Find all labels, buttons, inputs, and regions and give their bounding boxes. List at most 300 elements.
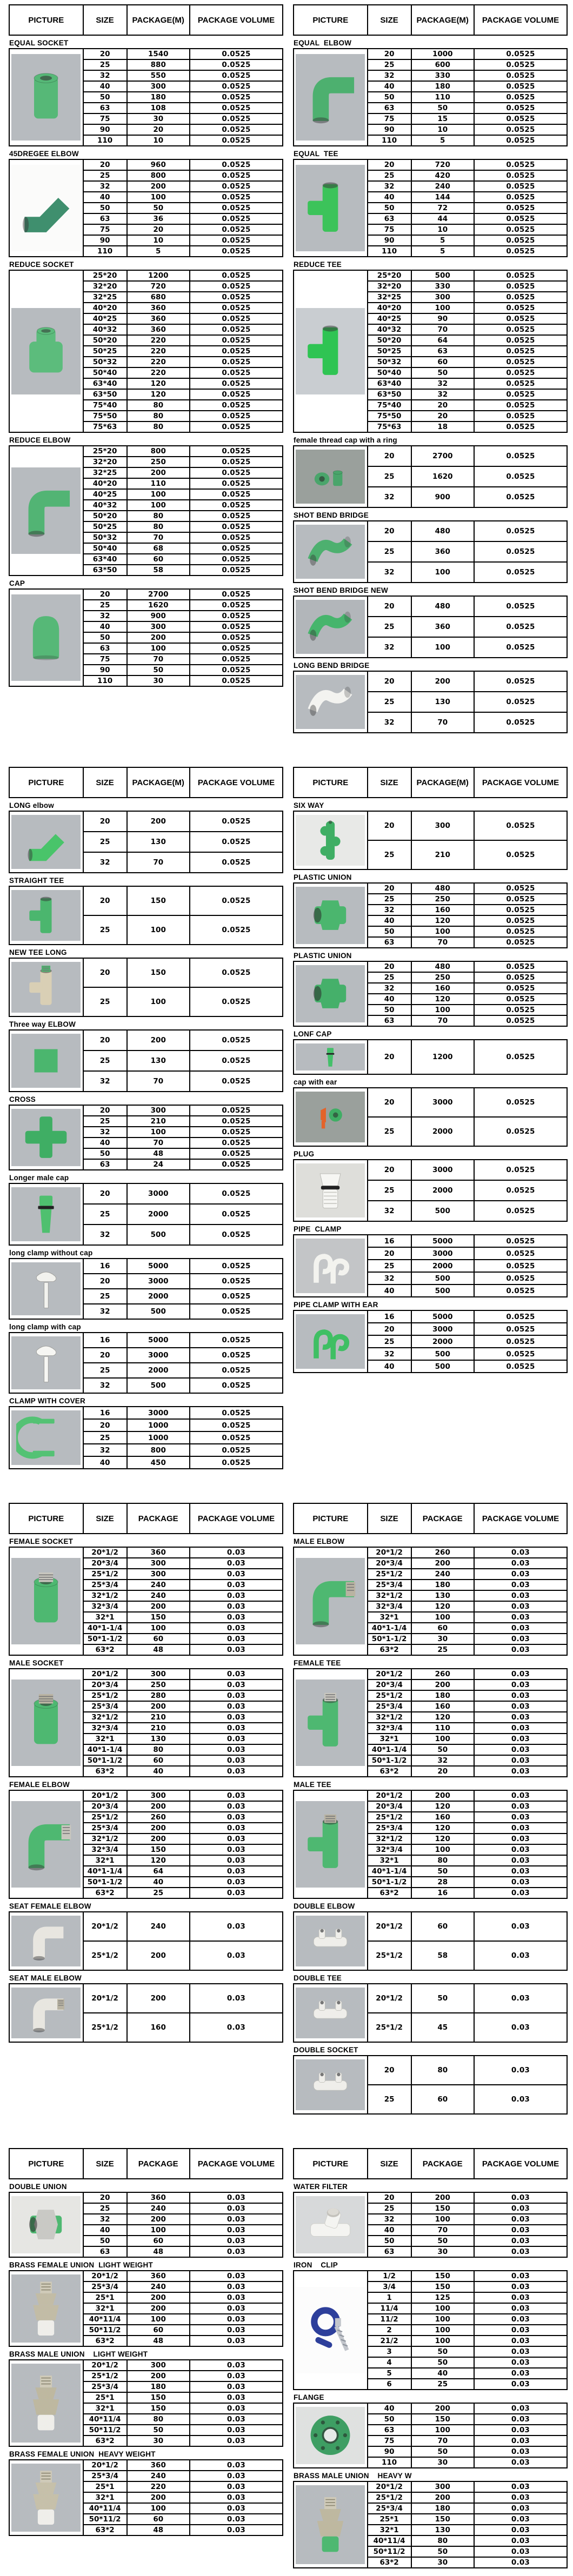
package-cell: 200: [127, 1801, 190, 1812]
size-cell: 32: [368, 181, 411, 192]
volume-cell: 0.03: [474, 1634, 567, 1644]
volume-cell: 0.03: [190, 2203, 283, 2214]
package-cell: 25: [411, 2379, 474, 2390]
volume-cell: 0.03: [474, 1744, 567, 1755]
volume-cell: 0.0525: [190, 1030, 283, 1051]
size-cell: 25*3/4: [83, 1701, 127, 1712]
package-cell: 120: [411, 994, 474, 1005]
product-table: [9, 1258, 283, 1320]
size-cell: 32*3/4: [368, 1723, 411, 1734]
package-cell: 150: [411, 2281, 474, 2292]
package-cell: 220: [127, 367, 190, 378]
size-cell: 20*3/4: [368, 1801, 411, 1812]
size-cell: 63: [368, 937, 411, 948]
package-cell: 800: [127, 1444, 190, 1456]
volume-cell: 0.03: [190, 2514, 283, 2525]
package-cell: 360: [127, 313, 190, 324]
size-cell: 20: [83, 589, 127, 600]
package-cell: 360: [127, 2460, 190, 2471]
volume-cell: 0.03: [190, 1590, 283, 1601]
size-cell: 32: [83, 70, 127, 81]
volume-cell: 0.0525: [190, 203, 283, 213]
size-cell: 25: [368, 466, 411, 487]
package-cell: 60: [411, 1912, 474, 1941]
table-row: [294, 521, 567, 541]
volume-cell: 0.0525: [190, 1363, 283, 1378]
section-title: EQUAL TEE: [294, 150, 338, 158]
product-table: [293, 961, 568, 1027]
volume-cell: 0.03: [474, 1644, 567, 1655]
section-title: PLUG: [294, 1150, 315, 1158]
volume-cell: 0.03: [474, 2492, 567, 2503]
size-cell: 25: [368, 541, 411, 562]
section-title: SHOT BEND BRIDGE NEW: [294, 586, 389, 594]
product-table: [293, 2481, 568, 2568]
volume-cell: 0.03: [190, 1601, 283, 1612]
package-cell: 40: [411, 2368, 474, 2379]
size-cell: 63*2: [83, 1888, 127, 1898]
volume-cell: 0.0525: [190, 521, 283, 532]
package-cell: 260: [411, 1669, 474, 1680]
size-cell: 11/2: [368, 2314, 411, 2325]
header-cell: PICTURE: [9, 2149, 83, 2179]
volume-cell: 0.0525: [474, 894, 567, 905]
package-cell: 200: [127, 2371, 190, 2381]
header-cell: SIZE: [83, 1503, 127, 1534]
volume-cell: 0.03: [190, 1844, 283, 1855]
package-cell: 5000: [127, 1259, 190, 1274]
size-cell: 63*40: [83, 378, 127, 389]
picture-cell: [294, 49, 368, 146]
package-cell: 2700: [411, 446, 474, 466]
table-row: [9, 811, 283, 832]
header-cell: PACKAGE: [127, 2149, 190, 2179]
size-cell: 50*1-1/2: [83, 1755, 127, 1766]
size-cell: 50*20: [368, 335, 411, 346]
package-cell: 70: [127, 1071, 190, 1092]
volume-cell: 0.0525: [190, 543, 283, 554]
size-cell: 32: [368, 2214, 411, 2225]
package-cell: 500: [411, 1201, 474, 1221]
volume-cell: 0.0525: [474, 937, 567, 948]
size-cell: 20*3/4: [83, 1680, 127, 1690]
size-cell: 40*25: [368, 313, 411, 324]
size-cell: 63: [368, 1015, 411, 1026]
picture-cell: [294, 2403, 368, 2468]
volume-cell: 0.0525: [190, 192, 283, 203]
product-photo: [296, 2287, 365, 2373]
size-cell: 25: [368, 840, 411, 869]
package-cell: 150: [127, 1844, 190, 1855]
product-photo: [11, 1034, 81, 1088]
table-row: [294, 1669, 567, 1680]
size-cell: 1/2: [368, 2271, 411, 2281]
header-cell: PACKAGE VOLUME: [474, 5, 567, 35]
picture-cell: [9, 2271, 83, 2346]
size-cell: 3/4: [368, 2281, 411, 2292]
volume-cell: 0.0525: [474, 235, 567, 246]
package-cell: 720: [127, 281, 190, 292]
catalog-group: [9, 1503, 570, 2115]
package-cell: 300: [127, 1669, 190, 1680]
package-cell: 150: [127, 958, 190, 987]
package-cell: 150: [411, 2271, 474, 2281]
volume-cell: 0.0525: [474, 1360, 567, 1373]
size-cell: 32*20: [368, 281, 411, 292]
size-cell: 20: [83, 49, 127, 59]
picture-cell: [294, 671, 368, 733]
package-cell: 200: [411, 2403, 474, 2414]
table-row: [9, 886, 283, 915]
long-clamp-without-cap-icon: [16, 1266, 76, 1312]
size-cell: 25*1/2: [83, 1690, 127, 1701]
volume-cell: 0.0525: [190, 1105, 283, 1116]
product-table: [293, 1668, 568, 1777]
picture-cell: [294, 961, 368, 1026]
package-cell: 100: [127, 1127, 190, 1138]
size-cell: 63: [368, 103, 411, 113]
volume-cell: 0.0525: [190, 103, 283, 113]
package-cell: 80: [411, 2056, 474, 2085]
volume-cell: 0.0525: [474, 1180, 567, 1201]
size-cell: 20: [83, 958, 127, 987]
volume-cell: 0.03: [190, 2492, 283, 2503]
header-cell: PACKAGE(M): [411, 5, 474, 35]
size-cell: 25: [368, 170, 411, 181]
package-cell: 25: [127, 1888, 190, 1898]
package-cell: 2700: [127, 589, 190, 600]
volume-cell: 0.0525: [474, 281, 567, 292]
package-cell: 300: [127, 1558, 190, 1569]
volume-cell: 0.0525: [190, 367, 283, 378]
size-cell: 20*1/2: [83, 1790, 127, 1801]
volume-cell: 0.0525: [474, 961, 567, 972]
size-cell: 32*1/2: [368, 1590, 411, 1601]
table-row: [294, 1547, 567, 1558]
size-cell: 32*1: [83, 1734, 127, 1744]
package-cell: 200: [127, 2292, 190, 2303]
package-cell: 360: [127, 2192, 190, 2203]
size-cell: 32*1: [368, 1612, 411, 1623]
plastic-union-icon: [301, 891, 360, 940]
volume-cell: 0.03: [190, 2381, 283, 2392]
package-cell: 5: [411, 135, 474, 146]
package-cell: 420: [411, 170, 474, 181]
section-title: 45DREGEE ELBOW: [9, 150, 79, 158]
volume-cell: 0.03: [190, 2271, 283, 2281]
volume-cell: 0.0525: [474, 1272, 567, 1284]
volume-cell: 0.0525: [190, 478, 283, 489]
size-cell: 20: [368, 159, 411, 170]
volume-cell: 0.03: [190, 1612, 283, 1623]
section-title: BRASS MALE UNION HEAVY W: [294, 2472, 412, 2480]
section-title: FLANGE: [294, 2393, 324, 2401]
picture-cell: [9, 1030, 83, 1092]
size-cell: 20: [83, 159, 127, 170]
package-cell: 100: [411, 2214, 474, 2225]
package-cell: 150: [127, 886, 190, 915]
volume-cell: 0.03: [474, 1701, 567, 1712]
section-title: DOUBLE TEE: [294, 1974, 342, 1982]
package-cell: 280: [127, 1690, 190, 1701]
size-cell: 20*3/4: [83, 1801, 127, 1812]
volume-cell: 0.03: [190, 2481, 283, 2492]
package-cell: 900: [411, 487, 474, 507]
package-cell: 5: [411, 246, 474, 257]
size-cell: 32: [368, 637, 411, 658]
volume-cell: 0.0525: [474, 1201, 567, 1221]
size-cell: 50*11/2: [83, 2514, 127, 2525]
size-cell: 25*1/2: [83, 1812, 127, 1823]
size-cell: 40: [368, 81, 411, 92]
product-table: [293, 1039, 568, 1075]
size-cell: 25*1/2: [83, 1569, 127, 1580]
picture-cell: [9, 886, 83, 945]
package-cell: 200: [411, 2492, 474, 2503]
right-column: [293, 4, 568, 733]
size-cell: 25*3/4: [368, 2503, 411, 2514]
volume-cell: 0.03: [474, 1558, 567, 1569]
product-photo: [296, 308, 365, 394]
volume-cell: 0.03: [190, 2192, 283, 2203]
size-cell: 20*1/2: [368, 2481, 411, 2492]
package-cell: 110: [127, 478, 190, 489]
volume-cell: 0.03: [474, 1812, 567, 1823]
volume-cell: 0.0525: [474, 926, 567, 937]
picture-cell: [9, 270, 83, 432]
section-title: REDUCE SOCKET: [9, 260, 74, 269]
volume-cell: 0.03: [474, 1755, 567, 1766]
size-cell: 63: [83, 103, 127, 113]
package-cell: 28: [411, 1877, 474, 1888]
package-cell: 30: [127, 675, 190, 686]
package-cell: 100: [411, 2336, 474, 2346]
volume-cell: 0.0525: [474, 192, 567, 203]
package-cell: 100: [127, 987, 190, 1016]
picture-cell: [294, 2192, 368, 2257]
volume-cell: 0.03: [190, 1855, 283, 1866]
volume-cell: 0.0525: [190, 1051, 283, 1071]
header-cell: PACKAGE: [411, 1503, 474, 1534]
female-thread-cap-with-a-ring-icon: [301, 453, 360, 500]
size-cell: 16: [83, 1407, 127, 1419]
volume-cell: 0.03: [474, 1680, 567, 1690]
volume-cell: 0.03: [190, 1744, 283, 1755]
volume-cell: 0.03: [474, 2314, 567, 2325]
package-cell: 200: [411, 1790, 474, 1801]
pipe-clamp-icon: [301, 1242, 360, 1289]
package-cell: 250: [411, 972, 474, 983]
size-cell: 25*1/2: [83, 2013, 127, 2042]
package-cell: 220: [127, 357, 190, 367]
package-cell: 3000: [127, 1407, 190, 1419]
volume-cell: 0.03: [190, 2336, 283, 2346]
size-cell: 25: [368, 1180, 411, 1201]
size-cell: 63*2: [368, 1766, 411, 1777]
package-cell: 240: [127, 2203, 190, 2214]
package-cell: 300: [411, 2481, 474, 2492]
size-cell: 20: [368, 1040, 411, 1074]
volume-cell: 0.0525: [474, 617, 567, 637]
package-cell: 50: [127, 2425, 190, 2436]
volume-cell: 0.03: [474, 2281, 567, 2292]
volume-cell: 0.0525: [190, 958, 283, 987]
header-cell: PACKAGE(M): [127, 767, 190, 798]
column-header-table: [293, 1503, 568, 1534]
header-cell: PACKAGE(M): [127, 5, 190, 35]
volume-cell: 0.0525: [190, 113, 283, 124]
volume-cell: 0.0525: [474, 905, 567, 915]
volume-cell: 0.03: [474, 2203, 567, 2214]
package-cell: 130: [411, 1590, 474, 1601]
size-cell: 32: [83, 1444, 127, 1456]
package-cell: 150: [411, 2514, 474, 2525]
female-elbow-icon: [16, 1807, 76, 1882]
product-table: [9, 958, 283, 1017]
picture-cell: [9, 1912, 83, 1970]
product-table: [9, 2459, 283, 2536]
product-photo: [11, 2196, 81, 2253]
size-cell: 40: [368, 2225, 411, 2236]
volume-cell: 0.0525: [190, 1259, 283, 1274]
package-cell: 60: [411, 1623, 474, 1634]
picture-cell: [294, 1912, 368, 1970]
volume-cell: 0.03: [190, 1812, 283, 1823]
size-cell: 63*2: [368, 1644, 411, 1655]
header-cell: PICTURE: [9, 5, 83, 35]
package-cell: 50: [411, 1744, 474, 1755]
header-cell: PACKAGE VOLUME: [474, 767, 567, 798]
product-photo: [296, 1092, 365, 1142]
volume-cell: 0.0525: [474, 1247, 567, 1260]
double-socket-icon: [301, 2063, 360, 2107]
size-cell: 40: [368, 2403, 411, 2414]
package-cell: 180: [411, 2503, 474, 2514]
volume-cell: 0.03: [474, 1547, 567, 1558]
package-cell: 450: [127, 1456, 190, 1469]
product-table: [9, 270, 283, 433]
package-cell: 120: [411, 1601, 474, 1612]
volume-cell: 0.0525: [190, 565, 283, 576]
size-cell: 32*25: [83, 292, 127, 303]
size-cell: 40: [83, 192, 127, 203]
volume-cell: 0.0525: [474, 712, 567, 733]
size-cell: 20: [368, 811, 411, 840]
package-cell: 58: [127, 565, 190, 576]
volume-cell: 0.0525: [474, 203, 567, 213]
picture-cell: [294, 596, 368, 658]
volume-cell: 0.03: [474, 2236, 567, 2246]
volume-cell: 0.03: [474, 1877, 567, 1888]
volume-cell: 0.0525: [474, 1235, 567, 1247]
size-cell: 75: [368, 113, 411, 124]
table-row: [9, 1984, 283, 2013]
picture-cell: [9, 2192, 83, 2257]
volume-cell: 0.0525: [190, 1071, 283, 1092]
package-cell: 70: [411, 1015, 474, 1026]
volume-cell: 0.03: [190, 1680, 283, 1690]
volume-cell: 0.0525: [190, 346, 283, 357]
package-cell: 32: [411, 389, 474, 400]
package-cell: 200: [127, 632, 190, 643]
size-cell: 2: [368, 2325, 411, 2336]
table-row: [294, 2271, 567, 2281]
package-cell: 10: [127, 235, 190, 246]
table-row: [9, 2271, 283, 2281]
package-cell: 360: [127, 303, 190, 313]
size-cell: 20: [368, 671, 411, 692]
package-cell: 110: [411, 1723, 474, 1734]
volume-cell: 0.0525: [190, 49, 283, 59]
volume-cell: 0.03: [190, 1634, 283, 1644]
size-cell: 20: [83, 1030, 127, 1051]
package-cell: 100: [411, 926, 474, 937]
table-row: [294, 446, 567, 466]
volume-cell: 0.0525: [474, 1005, 567, 1015]
volume-cell: 0.0525: [474, 421, 567, 432]
size-cell: 32*3/4: [368, 1601, 411, 1612]
product-photo: [11, 54, 81, 140]
package-cell: 200: [127, 1601, 190, 1612]
section-title: NEW TEE LONG: [9, 948, 67, 956]
size-cell: 40: [368, 994, 411, 1005]
size-cell: 20*1/2: [83, 1669, 127, 1680]
size-cell: 63*50: [368, 389, 411, 400]
package-cell: 50: [411, 2546, 474, 2557]
size-cell: 40*1-1/4: [368, 1866, 411, 1877]
package-cell: 30: [127, 113, 190, 124]
package-cell: 160: [411, 1701, 474, 1712]
size-cell: 32: [368, 712, 411, 733]
size-cell: 50*1-1/2: [83, 1877, 127, 1888]
size-cell: 25: [83, 915, 127, 945]
section-title: BRASS FEMALE UNION LIGHT WEIGHT: [9, 2261, 153, 2269]
left-column: [9, 1503, 283, 2043]
volume-cell: 0.0525: [190, 1159, 283, 1170]
volume-cell: 0.03: [190, 1623, 283, 1634]
size-cell: 32*20: [83, 281, 127, 292]
package-cell: 2000: [127, 1363, 190, 1378]
size-cell: 50*25: [368, 346, 411, 357]
volume-cell: 0.0525: [474, 411, 567, 421]
45dregee-elbow-icon: [16, 171, 76, 245]
package-cell: 130: [127, 832, 190, 852]
volume-cell: 0.03: [474, 1834, 567, 1844]
volume-cell: 0.03: [474, 2546, 567, 2557]
size-cell: 75*63: [83, 421, 127, 432]
package-cell: 80: [127, 511, 190, 521]
column-header-table: [9, 2148, 283, 2179]
header-cell: SIZE: [83, 2149, 127, 2179]
header-cell: PICTURE: [294, 1503, 368, 1534]
volume-cell: 0.03: [474, 2481, 567, 2492]
size-cell: 25: [368, 1117, 411, 1146]
volume-cell: 0.0525: [190, 1289, 283, 1304]
section-title: PLASTIC UNION: [294, 952, 352, 960]
size-cell: 16: [368, 1235, 411, 1247]
table-row: [9, 2460, 283, 2471]
volume-cell: 0.0525: [190, 357, 283, 367]
volume-cell: 0.0525: [474, 270, 567, 281]
package-cell: 1200: [127, 270, 190, 281]
size-cell: 25: [368, 617, 411, 637]
package-cell: 20: [411, 400, 474, 411]
section-title: SHOT BEND BRIDGE: [294, 511, 369, 519]
volume-cell: 0.03: [474, 2446, 567, 2457]
column-header-table: [9, 767, 283, 798]
size-cell: 63: [368, 2246, 411, 2257]
package-cell: 144: [411, 192, 474, 203]
